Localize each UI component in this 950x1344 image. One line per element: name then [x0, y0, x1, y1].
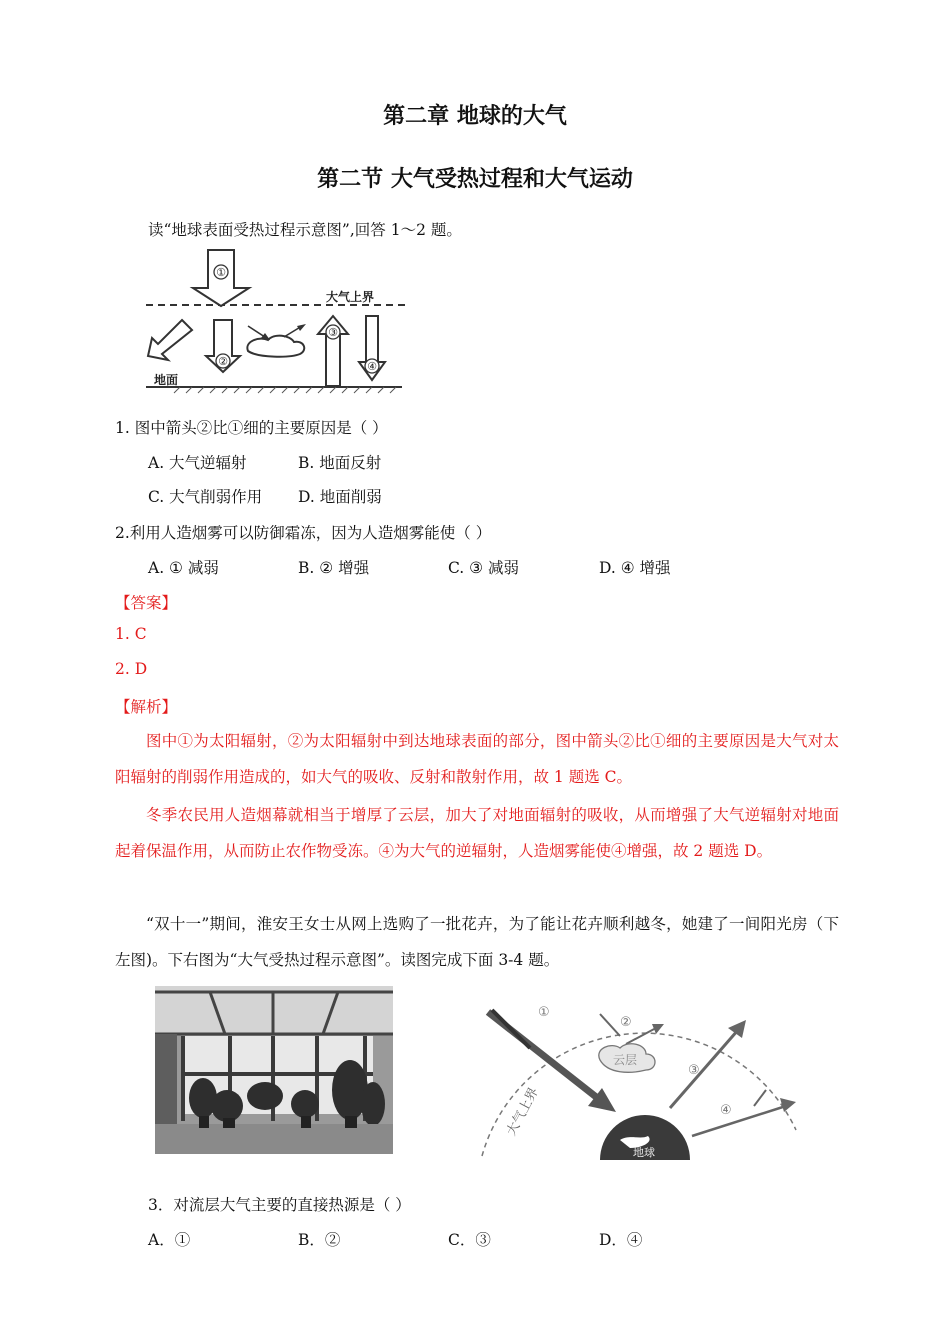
figure2-mark-4: ④: [720, 1103, 732, 1118]
analysis-heading: 【解析】: [115, 698, 178, 716]
question-1-option-c: C. 大气削弱作用: [148, 488, 263, 506]
question-2-option-b: B. ② 增强: [298, 559, 370, 577]
section-title: 第二节 大气受热过程和大气运动: [317, 167, 633, 192]
answer-1: 1. C: [115, 625, 147, 643]
question-1-stem: 1. 图中箭头②比①细的主要原因是（ ）: [115, 419, 388, 437]
question-3-option-b: B．②: [298, 1231, 341, 1249]
intro-1: 读“地球表面受热过程示意图”,回答 1～2 题。: [148, 221, 462, 239]
question-2-option-c: C. ③ 减弱: [448, 559, 519, 577]
reflection-arrow: [148, 320, 192, 360]
cloud: [247, 336, 304, 357]
figure2-label-boundary: 大气上界: [504, 1085, 542, 1139]
figure2-mark-1: ①: [538, 1005, 550, 1020]
analysis-paragraph-2: 冬季农民用人造烟幕就相当于增厚了云层，加大了对地面辐射的吸收，从而增强了大气逆辐射对地面起着保温作用，从而防止农作物受冻。④为大气的逆辐射，人造烟雾能使④增强，故 2 题选 D。: [115, 806, 839, 860]
chapter-title: 第二章 地球的大气: [383, 104, 567, 129]
figure1-label-top: 大气上界: [326, 290, 375, 304]
svg-text:②: ②: [218, 355, 228, 368]
figure2-mark-3: ③: [688, 1063, 700, 1078]
answer-2: 2. D: [115, 660, 148, 678]
svg-text:③: ③: [328, 326, 338, 339]
question-3-option-a: A．①: [148, 1231, 191, 1249]
question-3-stem: 3．对流层大气主要的直接热源是（ ）: [148, 1196, 411, 1214]
atmosphere-heating-diagram: [470, 990, 810, 1160]
question-3-option-c: C．③: [448, 1231, 491, 1249]
surface-heating-diagram: [140, 244, 420, 394]
svg-text:④: ④: [367, 360, 377, 373]
figure1-label-ground: 地面: [154, 373, 179, 387]
question-1-option-d: D. 地面削弱: [298, 488, 382, 506]
question-3-option-d: D．④: [599, 1231, 643, 1249]
figure2-label-earth: 地球: [633, 1146, 655, 1159]
sunroom-photo: [155, 986, 393, 1154]
question-2-option-a: A. ① 减弱: [148, 559, 219, 577]
intro-2: “双十一”期间，淮安王女士从网上选购了一批花卉，为了能让花卉顺利越冬，她建了一间阳光房（下左图)。下右图为“大气受热过程示意图”。读图完成下面 3-4 题。: [115, 915, 839, 969]
question-2-stem: 2.利用人造烟雾可以防御霜冻，因为人造烟雾能使（ ）: [115, 524, 492, 542]
question-1-option-b: B. 地面反射: [298, 454, 382, 472]
question-1-option-a: A. 大气逆辐射: [148, 454, 247, 472]
figure2-mark-2: ②: [620, 1015, 632, 1030]
svg-text:①: ①: [216, 266, 226, 279]
figure2-label-cloud: 云层: [612, 1053, 638, 1067]
answer-heading: 【答案】: [115, 594, 178, 612]
question-2-option-d: D. ④ 增强: [599, 559, 671, 577]
analysis-paragraph-1: 图中①为太阳辐射，②为太阳辐射中到达地球表面的部分，图中箭头②比①细的主要原因是大气对太阳辐射的削弱作用造成的，如大气的吸收、反射和散射作用，故 1 题选 C。: [115, 732, 839, 786]
